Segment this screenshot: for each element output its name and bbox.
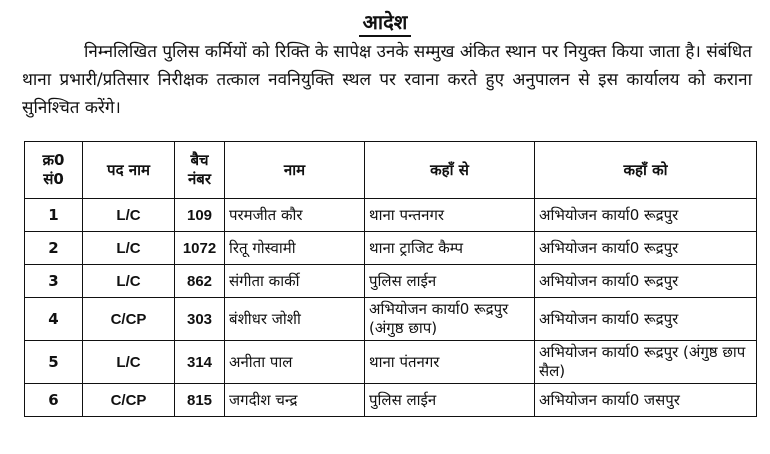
cell-post: L/C	[83, 341, 175, 384]
header-batch: बैच नंबर	[175, 142, 225, 199]
header-from: कहाँ से	[365, 142, 535, 199]
cell-post: L/C	[83, 199, 175, 232]
order-paragraph: निम्नलिखित पुलिस कर्मियों को रिक्ति के सापेक्ष उनके सम्मुख अंकित स्थान पर नियुक्त किया जाता है। संबंधित थाना प्रभारी/प्रतिसार निरीक्षक तत्काल नवनियुक्ति स्थल पर रवाना करते हुए अनुपालन से इस कार्यालय को कराना सुनिश्चित करेंगे।	[22, 42, 752, 118]
cell-serial: 3	[25, 265, 83, 298]
cell-from: थाना पन्तनगर	[365, 199, 535, 232]
cell-from: थाना पंतनगर	[365, 341, 535, 384]
transfer-table	[24, 141, 757, 417]
header-post: पद नाम	[83, 142, 175, 199]
cell-name: अनीता पाल	[225, 341, 365, 384]
cell-batch: 303	[175, 298, 225, 341]
cell-from: थाना ट्राजिट कैम्प	[365, 232, 535, 265]
cell-from: पुलिस लाईन	[365, 384, 535, 417]
cell-batch: 109	[175, 199, 225, 232]
cell-name: बंशीधर जोशी	[225, 298, 365, 341]
cell-serial: 2	[25, 232, 83, 265]
header-name: नाम	[225, 142, 365, 199]
cell-to: अभियोजन कार्या0 रूद्रपुर	[535, 199, 757, 232]
cell-batch: 815	[175, 384, 225, 417]
cell-batch: 314	[175, 341, 225, 384]
table-row	[25, 232, 757, 265]
table-row	[25, 298, 757, 341]
cell-post: C/CP	[83, 298, 175, 341]
cell-to: अभियोजन कार्या0 जसपुर	[535, 384, 757, 417]
cell-to: अभियोजन कार्या0 रूद्रपुर (अंगुष्ठ छाप सैल)	[535, 341, 757, 384]
cell-serial: 5	[25, 341, 83, 384]
cell-name: जगदीश चन्द्र	[225, 384, 365, 417]
table-row	[25, 199, 757, 232]
cell-post: L/C	[83, 265, 175, 298]
table-row	[25, 265, 757, 298]
table-header	[25, 142, 757, 199]
table-header-row	[25, 142, 757, 199]
cell-batch: 862	[175, 265, 225, 298]
table-body	[25, 199, 757, 417]
cell-to: अभियोजन कार्या0 रूद्रपुर	[535, 298, 757, 341]
header-to: कहाँ को	[535, 142, 757, 199]
cell-serial: 1	[25, 199, 83, 232]
header-serial: क्र0 सं0	[25, 142, 83, 199]
cell-post: C/CP	[83, 384, 175, 417]
cell-post: L/C	[83, 232, 175, 265]
cell-name: संगीता कार्की	[225, 265, 365, 298]
cell-from: अभियोजन कार्या0 रूद्रपुर (अंगुष्ठ छाप)	[365, 298, 535, 341]
cell-from: पुलिस लाईन	[365, 265, 535, 298]
cell-serial: 6	[25, 384, 83, 417]
document-title	[0, 8, 770, 35]
table-row	[25, 384, 757, 417]
cell-serial: 4	[25, 298, 83, 341]
cell-to: अभियोजन कार्या0 रूद्रपुर	[535, 232, 757, 265]
document-title-text: आदेश	[359, 10, 412, 37]
table-row	[25, 341, 757, 384]
cell-to: अभियोजन कार्या0 रूद्रपुर	[535, 265, 757, 298]
cell-name: रितू गोस्वामी	[225, 232, 365, 265]
cell-batch: 1072	[175, 232, 225, 265]
cell-name: परमजीत कौर	[225, 199, 365, 232]
